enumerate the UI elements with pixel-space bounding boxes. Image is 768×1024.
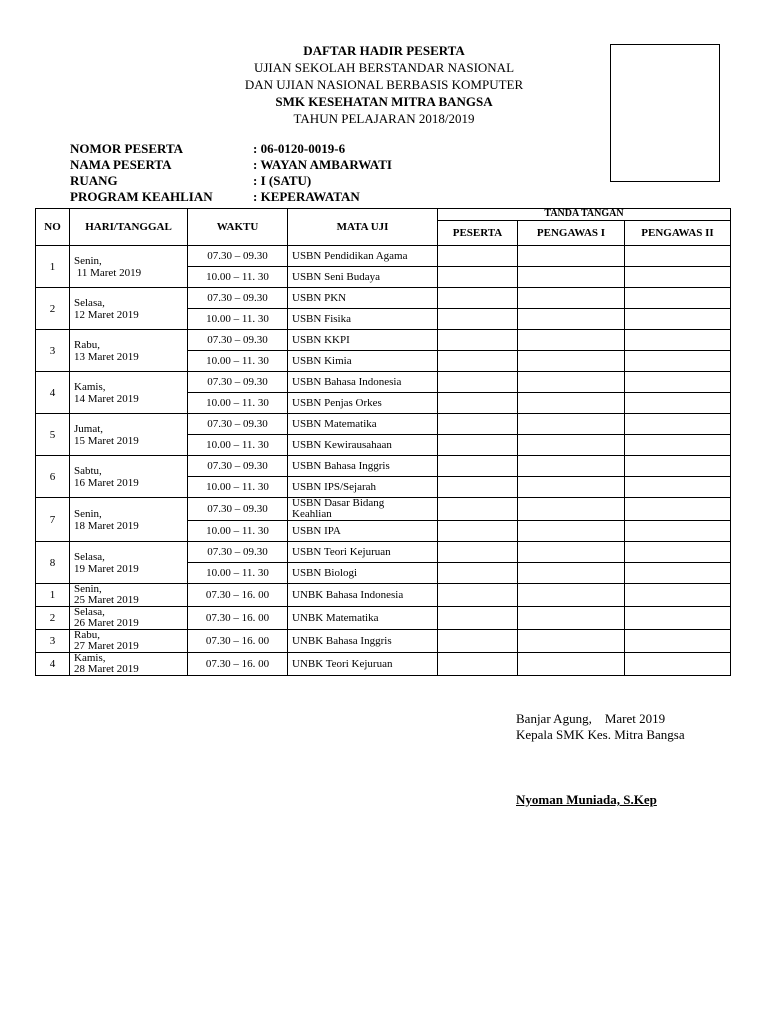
exam-date: 18 Maret 2019 bbox=[74, 519, 139, 532]
sign-cell-peserta[interactable] bbox=[438, 521, 518, 542]
exam-time: 10.00 – 11. 30 bbox=[188, 435, 288, 456]
sign-cell-peserta[interactable] bbox=[438, 309, 518, 330]
sign-cell-pengawas-1[interactable] bbox=[518, 435, 625, 456]
day-name: Senin, bbox=[74, 254, 102, 267]
sign-cell-pengawas-2[interactable] bbox=[625, 584, 731, 607]
exam-subject bbox=[288, 351, 438, 372]
table-row bbox=[36, 246, 731, 267]
subject-line: USBN Fisika bbox=[292, 312, 351, 325]
sign-cell-pengawas-1[interactable] bbox=[518, 309, 625, 330]
subject-line: USBN KKPI bbox=[292, 333, 350, 346]
sign-cell-pengawas-1[interactable] bbox=[518, 393, 625, 414]
sign-cell-pengawas-2[interactable] bbox=[625, 607, 731, 630]
exam-subject bbox=[288, 542, 438, 563]
sign-cell-pengawas-2[interactable] bbox=[625, 372, 731, 393]
subject-line: USBN Matematika bbox=[292, 417, 377, 430]
exam-subject bbox=[288, 477, 438, 498]
sign-cell-peserta[interactable] bbox=[438, 330, 518, 351]
row-number: 2 bbox=[36, 288, 70, 330]
sign-cell-pengawas-2[interactable] bbox=[625, 542, 731, 563]
sign-cell-pengawas-1[interactable] bbox=[518, 498, 625, 521]
subject-line: USBN Seni Budaya bbox=[292, 270, 380, 283]
exam-date: 25 Maret 2019 bbox=[74, 594, 139, 606]
sign-cell-pengawas-2[interactable] bbox=[625, 351, 731, 372]
day-date bbox=[70, 414, 188, 456]
program-value: : KEPERAWATAN bbox=[253, 189, 360, 204]
sign-cell-peserta[interactable] bbox=[438, 607, 518, 630]
exam-subject bbox=[288, 393, 438, 414]
exam-subject bbox=[288, 246, 438, 267]
day-name: Selasa, bbox=[74, 606, 105, 618]
sign-cell-peserta[interactable] bbox=[438, 498, 518, 521]
exam-subject bbox=[288, 267, 438, 288]
header-subtitle-1: UJIAN SEKOLAH BERSTANDAR NASIONAL bbox=[253, 60, 515, 75]
header-subtitle-2: DAN UJIAN NASIONAL BERBASIS KOMPUTER bbox=[244, 77, 524, 92]
day-date bbox=[70, 542, 188, 584]
exam-date: 26 Maret 2019 bbox=[74, 617, 139, 629]
exam-time: 07.30 – 16. 00 bbox=[188, 607, 288, 630]
row-number: 1 bbox=[36, 246, 70, 288]
day-name: Kamis, bbox=[74, 380, 106, 393]
sign-cell-pengawas-2[interactable] bbox=[625, 435, 731, 456]
sign-cell-peserta[interactable] bbox=[438, 584, 518, 607]
signature-title: Kepala SMK Kes. Mitra Bangsa bbox=[516, 727, 685, 742]
exam-time: 07.30 – 09.30 bbox=[188, 542, 288, 563]
subject-line: USBN Bahasa Inggris bbox=[292, 459, 390, 472]
sign-cell-pengawas-1[interactable] bbox=[518, 267, 625, 288]
sign-cell-pengawas-1[interactable] bbox=[518, 563, 625, 584]
sign-cell-peserta[interactable] bbox=[438, 372, 518, 393]
sign-cell-peserta[interactable] bbox=[438, 542, 518, 563]
exam-date: 27 Maret 2019 bbox=[74, 640, 139, 652]
signature-place-date: Banjar Agung, Maret 2019 bbox=[516, 711, 666, 726]
exam-time: 07.30 – 09.30 bbox=[188, 456, 288, 477]
day-name: Rabu, bbox=[74, 338, 100, 351]
day-name: Jumat, bbox=[74, 422, 104, 435]
exam-date: 12 Maret 2019 bbox=[74, 308, 139, 321]
exam-time: 07.30 – 09.30 bbox=[188, 288, 288, 309]
table-row bbox=[36, 498, 731, 521]
subject-line: USBN Kimia bbox=[292, 354, 352, 367]
nama-value: : WAYAN AMBARWATI bbox=[253, 157, 392, 172]
sign-cell-pengawas-1[interactable] bbox=[518, 521, 625, 542]
day-name: Kamis, bbox=[74, 652, 106, 664]
subject-line: USBN IPS/Sejarah bbox=[292, 480, 377, 493]
subject-line: USBN Dasar Bidang bbox=[292, 497, 385, 509]
sign-cell-peserta[interactable] bbox=[438, 288, 518, 309]
day-name: Senin, bbox=[74, 507, 102, 520]
day-name: Senin, bbox=[74, 583, 102, 595]
exam-subject bbox=[288, 563, 438, 584]
subject-line: USBN PKN bbox=[292, 291, 347, 304]
row-number: 4 bbox=[36, 653, 70, 676]
exam-subject bbox=[288, 414, 438, 435]
sign-cell-pengawas-2[interactable] bbox=[625, 563, 731, 584]
header-pengawas-1: PENGAWAS I bbox=[518, 220, 625, 245]
sign-cell-peserta[interactable] bbox=[438, 563, 518, 584]
header-signature: TANDA TANGAN bbox=[438, 209, 731, 221]
exam-time: 07.30 – 09.30 bbox=[188, 414, 288, 435]
sign-cell-pengawas-2[interactable] bbox=[625, 267, 731, 288]
table-row bbox=[36, 653, 731, 676]
row-number: 2 bbox=[36, 607, 70, 630]
sign-cell-pengawas-2[interactable] bbox=[625, 456, 731, 477]
exam-time: 07.30 – 09.30 bbox=[188, 498, 288, 521]
exam-time: 07.30 – 16. 00 bbox=[188, 584, 288, 607]
subject-line: USBN Kewirausahaan bbox=[292, 438, 392, 451]
sign-cell-peserta[interactable] bbox=[438, 246, 518, 267]
exam-subject bbox=[288, 288, 438, 309]
sign-cell-pengawas-2[interactable] bbox=[625, 288, 731, 309]
sign-cell-pengawas-1[interactable] bbox=[518, 351, 625, 372]
exam-subject: UNBK Bahasa Indonesia bbox=[288, 584, 438, 607]
nomor-value: : 06-0120-0019-6 bbox=[253, 141, 346, 156]
exam-time: 10.00 – 11. 30 bbox=[188, 309, 288, 330]
sign-cell-pengawas-2[interactable] bbox=[625, 309, 731, 330]
sign-cell-pengawas-1[interactable] bbox=[518, 372, 625, 393]
day-name: Selasa, bbox=[74, 550, 105, 563]
sign-cell-peserta[interactable] bbox=[438, 393, 518, 414]
exam-subject bbox=[288, 372, 438, 393]
day-date bbox=[70, 607, 188, 630]
table-row bbox=[36, 542, 731, 563]
day-date bbox=[70, 630, 188, 653]
school-year: TAHUN PELAJARAN 2018/2019 bbox=[293, 111, 475, 126]
sign-cell-pengawas-1[interactable] bbox=[518, 477, 625, 498]
sign-cell-pengawas-1[interactable] bbox=[518, 288, 625, 309]
exam-subject bbox=[288, 498, 438, 521]
day-date bbox=[70, 372, 188, 414]
exam-subject bbox=[288, 309, 438, 330]
sign-cell-pengawas-1[interactable] bbox=[518, 584, 625, 607]
day-name: Selasa, bbox=[74, 296, 105, 309]
exam-subject bbox=[288, 456, 438, 477]
nomor-label: NOMOR PESERTA bbox=[70, 141, 184, 156]
day-date bbox=[70, 456, 188, 498]
table-row bbox=[36, 330, 731, 351]
subject-line: USBN Penjas Orkes bbox=[292, 396, 382, 409]
photo-box bbox=[610, 44, 720, 182]
exam-time: 07.30 – 09.30 bbox=[188, 372, 288, 393]
header-no: NO bbox=[36, 209, 70, 246]
sign-cell-peserta[interactable] bbox=[438, 351, 518, 372]
table-row bbox=[36, 288, 731, 309]
sign-cell-pengawas-1[interactable] bbox=[518, 414, 625, 435]
exam-time: 07.30 – 16. 00 bbox=[188, 630, 288, 653]
exam-subject bbox=[288, 435, 438, 456]
day-date bbox=[70, 288, 188, 330]
subject-line: USBN IPA bbox=[292, 524, 341, 537]
row-number: 1 bbox=[36, 584, 70, 607]
attendance-table bbox=[35, 208, 731, 676]
sign-cell-pengawas-1[interactable] bbox=[518, 630, 625, 653]
day-date bbox=[70, 246, 188, 288]
exam-subject: UNBK Matematika bbox=[288, 607, 438, 630]
sign-cell-pengawas-2[interactable] bbox=[625, 393, 731, 414]
program-label: PROGRAM KEAHLIAN bbox=[70, 189, 213, 204]
day-name: Rabu, bbox=[74, 629, 100, 641]
exam-subject: UNBK Teori Kejuruan bbox=[288, 653, 438, 676]
header-time: WAKTU bbox=[188, 209, 288, 246]
header-pengawas-2: PENGAWAS II bbox=[625, 220, 731, 245]
day-name: Sabtu, bbox=[74, 464, 102, 477]
header-day: HARI/TANGGAL bbox=[70, 209, 188, 246]
day-date bbox=[70, 653, 188, 676]
table-row bbox=[36, 630, 731, 653]
exam-date: 15 Maret 2019 bbox=[74, 434, 139, 447]
header-subject: MATA UJI bbox=[288, 209, 438, 246]
row-number: 3 bbox=[36, 630, 70, 653]
sign-cell-peserta[interactable] bbox=[438, 435, 518, 456]
attendance-body bbox=[36, 246, 731, 676]
exam-time: 07.30 – 09.30 bbox=[188, 246, 288, 267]
subject-line: USBN Pendidikan Agama bbox=[292, 249, 408, 262]
subject-line: USBN Teori Kejuruan bbox=[292, 545, 391, 558]
sign-cell-pengawas-2[interactable] bbox=[625, 498, 731, 521]
exam-time: 07.30 – 09.30 bbox=[188, 330, 288, 351]
exam-time: 10.00 – 11. 30 bbox=[188, 351, 288, 372]
exam-subject: UNBK Bahasa Inggris bbox=[288, 630, 438, 653]
header-peserta: PESERTA bbox=[438, 220, 518, 245]
row-number: 5 bbox=[36, 414, 70, 456]
sign-cell-pengawas-2[interactable] bbox=[625, 653, 731, 676]
school-name: SMK KESEHATAN MITRA BANGSA bbox=[275, 94, 493, 109]
sign-cell-pengawas-1[interactable] bbox=[518, 330, 625, 351]
subject-line-2: Keahlian bbox=[292, 508, 332, 520]
ruang-value: : I (SATU) bbox=[253, 173, 312, 188]
exam-date: 28 Maret 2019 bbox=[74, 663, 139, 675]
day-date bbox=[70, 498, 188, 542]
ruang-label: RUANG bbox=[70, 173, 118, 188]
exam-subject bbox=[288, 330, 438, 351]
sign-cell-peserta[interactable] bbox=[438, 477, 518, 498]
sign-cell-peserta[interactable] bbox=[438, 267, 518, 288]
subject-line: USBN Biologi bbox=[292, 566, 358, 579]
row-number: 4 bbox=[36, 372, 70, 414]
exam-date: 14 Maret 2019 bbox=[74, 392, 139, 405]
table-row bbox=[36, 372, 731, 393]
sign-cell-pengawas-2[interactable] bbox=[625, 246, 731, 267]
sign-cell-peserta[interactable] bbox=[438, 414, 518, 435]
sign-cell-pengawas-2[interactable] bbox=[625, 630, 731, 653]
sign-cell-pengawas-2[interactable] bbox=[625, 414, 731, 435]
exam-date: 16 Maret 2019 bbox=[74, 476, 139, 489]
exam-time: 10.00 – 11. 30 bbox=[188, 267, 288, 288]
signature-name: Nyoman Muniada, S.Kep bbox=[516, 792, 657, 807]
signature-block bbox=[516, 711, 685, 743]
subject-line: USBN Bahasa Indonesia bbox=[292, 375, 402, 388]
table-row bbox=[36, 414, 731, 435]
day-date bbox=[70, 330, 188, 372]
row-number: 8 bbox=[36, 542, 70, 584]
table-row bbox=[36, 584, 731, 607]
sign-cell-pengawas-1[interactable] bbox=[518, 607, 625, 630]
sign-cell-pengawas-1[interactable] bbox=[518, 246, 625, 267]
exam-date: 19 Maret 2019 bbox=[74, 562, 139, 575]
exam-date: 11 Maret 2019 bbox=[74, 266, 142, 279]
sign-cell-peserta[interactable] bbox=[438, 630, 518, 653]
exam-time: 10.00 – 11. 30 bbox=[188, 477, 288, 498]
row-number: 3 bbox=[36, 330, 70, 372]
exam-subject bbox=[288, 521, 438, 542]
header-title: DAFTAR HADIR PESERTA bbox=[303, 43, 465, 58]
exam-time: 07.30 – 16. 00 bbox=[188, 653, 288, 676]
sign-cell-pengawas-2[interactable] bbox=[625, 477, 731, 498]
sign-cell-pengawas-1[interactable] bbox=[518, 653, 625, 676]
exam-time: 10.00 – 11. 30 bbox=[188, 393, 288, 414]
row-number: 7 bbox=[36, 498, 70, 542]
day-date bbox=[70, 584, 188, 607]
sign-cell-pengawas-1[interactable] bbox=[518, 542, 625, 563]
sign-cell-pengawas-2[interactable] bbox=[625, 521, 731, 542]
row-number: 6 bbox=[36, 456, 70, 498]
exam-time: 10.00 – 11. 30 bbox=[188, 563, 288, 584]
exam-time: 10.00 – 11. 30 bbox=[188, 521, 288, 542]
sign-cell-pengawas-2[interactable] bbox=[625, 330, 731, 351]
sign-cell-pengawas-1[interactable] bbox=[518, 456, 625, 477]
participant-info bbox=[70, 141, 392, 205]
sign-cell-peserta[interactable] bbox=[438, 456, 518, 477]
table-row bbox=[36, 456, 731, 477]
nama-label: NAMA PESERTA bbox=[70, 157, 172, 172]
exam-date: 13 Maret 2019 bbox=[74, 350, 139, 363]
table-row bbox=[36, 607, 731, 630]
sign-cell-peserta[interactable] bbox=[438, 653, 518, 676]
